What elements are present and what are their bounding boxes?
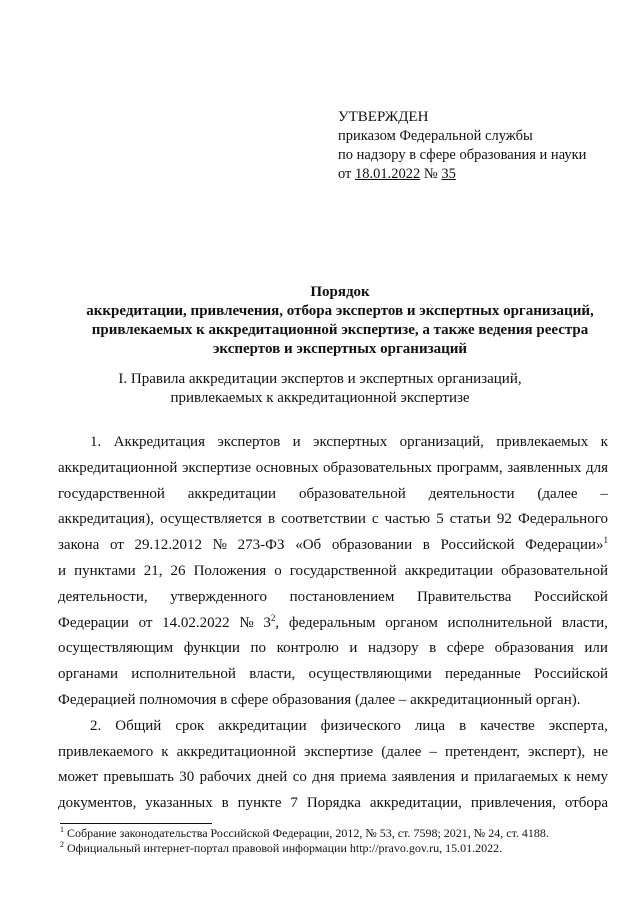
word: соответствии (281, 511, 366, 528)
word: и (58, 562, 67, 579)
word: лица (414, 717, 446, 734)
word: и (460, 769, 469, 786)
p1-line (58, 482, 608, 508)
word: в (221, 795, 229, 812)
word: утвержденного (170, 588, 267, 605)
word: образовательных (323, 459, 432, 476)
word: государственной (58, 485, 165, 502)
document-body (58, 430, 608, 817)
section-heading (60, 370, 580, 408)
p1-line (58, 430, 608, 456)
p2-line (58, 765, 608, 791)
word: 30 (179, 769, 195, 786)
word: осуществляющим (58, 640, 174, 657)
p1-line (58, 636, 608, 662)
approval-date: 18.01.2022 (355, 166, 421, 182)
word: Общий (115, 717, 162, 734)
title-line-4: экспертов и экспертных организаций (212, 341, 468, 357)
word: аккредитации (218, 717, 307, 734)
word: 26 (170, 562, 186, 579)
word: документов, (58, 795, 137, 812)
word: заявления (391, 769, 456, 786)
word: отбора (564, 795, 608, 812)
word: переданные (445, 666, 521, 683)
p1-line (58, 585, 608, 611)
p1-final-text: Федерацией полномочия в сфере образования (далее – аккредитационный орган). (58, 691, 581, 708)
word-with-footnote (525, 533, 608, 559)
word: Российской (534, 666, 608, 683)
p1-line-last (58, 688, 608, 714)
word: осуществляющими (308, 666, 432, 683)
word: рабочих (199, 769, 252, 786)
word: органом (385, 614, 438, 631)
footnote-divider (60, 823, 212, 824)
footnote-ref-1: 1 (603, 535, 608, 546)
title-line-3: привлекаемых к аккредитационной экспертизе, а также ведения реестра (91, 322, 589, 338)
word: дня (312, 769, 335, 786)
word: аккредитация), (58, 511, 154, 528)
word: может (58, 769, 98, 786)
word: 273-ФЗ (237, 537, 285, 554)
word: Правительства (416, 588, 512, 605)
word: власти, (561, 614, 608, 631)
approval-number-sign: № (423, 166, 438, 182)
word: в (267, 511, 276, 528)
word: дней (256, 769, 288, 786)
word: приема (340, 769, 387, 786)
word: прилагаемых (474, 769, 559, 786)
word: аккредитационной (58, 459, 178, 476)
word: Порядка (306, 795, 361, 812)
word: Российской (534, 588, 608, 605)
word: физического (320, 717, 401, 734)
word: экспертов (217, 434, 281, 450)
word: 2. (90, 717, 102, 734)
word: Положения (193, 562, 267, 579)
title-line-1: Порядок (310, 284, 370, 300)
word: закона (58, 537, 100, 554)
word: эксперт), (527, 743, 586, 760)
word: в (429, 640, 437, 657)
p1-line (58, 662, 608, 688)
word: образовательной (501, 562, 608, 579)
p1-line-8 (58, 611, 608, 637)
footnote-1: $^1$ Собрание законодательства Российской Федерации, 2012, № 53, ст. 7598; 2021, № 24, ст. 4188. (60, 825, 549, 840)
p2-line (58, 791, 608, 817)
word: экспертных (313, 434, 388, 450)
word: № (239, 614, 254, 631)
word: 5 (436, 511, 444, 528)
word: эксперта, (548, 717, 608, 734)
word: образования (494, 640, 574, 657)
word: и (349, 640, 358, 657)
word: о (274, 562, 282, 579)
word: 92 (496, 511, 512, 528)
word: с (371, 511, 379, 528)
word: постановлением (289, 588, 395, 605)
word: (далее (381, 743, 422, 760)
word: аккредитации, (369, 795, 462, 812)
section-line-2: привлекаемых к аккредитационной экспертизе (170, 390, 470, 406)
word: от (109, 537, 124, 554)
approval-line-1: приказом Федеральной службы (338, 128, 533, 144)
word: осуществляется (160, 511, 262, 528)
word: Аккредитация (113, 434, 205, 450)
word: срок (175, 717, 205, 734)
word: органами (58, 666, 119, 683)
word: в (459, 717, 467, 734)
word: контролю (276, 640, 339, 657)
word: Федерации (58, 614, 129, 631)
word: качестве (480, 717, 535, 734)
word: Федерального (517, 511, 608, 528)
approval-order-line (338, 165, 586, 184)
word: к (563, 769, 571, 786)
word: исполнительной (447, 614, 553, 631)
p1-line (58, 533, 608, 559)
approval-number: 35 (441, 166, 456, 182)
word: не (593, 743, 608, 760)
word: указанных (145, 795, 213, 812)
document-title (60, 283, 620, 359)
word: Федерации» (525, 537, 604, 554)
approval-prefix: от (338, 166, 352, 182)
footnote-2: $^2$ Официальный интернет-портал правовой информации http://pravo.gov.ru, 15.01.2022. (60, 840, 503, 855)
word: пунктами (74, 562, 136, 579)
word: деятельности (428, 485, 515, 502)
word: надзору (367, 640, 419, 657)
word: для (585, 459, 608, 476)
footnotes (60, 826, 620, 856)
word: программ, (436, 459, 503, 476)
word: экспертизе (304, 743, 374, 760)
word: федеральным (288, 614, 376, 631)
approval-title: УТВЕРЖДЕН (338, 109, 429, 125)
word: образовании (331, 537, 413, 554)
word: и (292, 434, 301, 450)
word: частью (384, 511, 431, 528)
word: (далее (537, 485, 578, 502)
word: нему (576, 769, 608, 786)
p1-line (58, 559, 608, 585)
word: «Об (295, 537, 322, 554)
word: со (292, 769, 307, 786)
word: или (584, 640, 608, 657)
word: привлекаемых (496, 434, 589, 450)
p1-line (58, 507, 608, 533)
word: деятельности, (58, 588, 148, 605)
word: организаций, (399, 434, 484, 450)
word: к (600, 434, 608, 450)
word: привлекаемого (58, 743, 154, 760)
word: 7 (290, 795, 298, 812)
word: исполнительной (131, 666, 236, 683)
word: образовательной (298, 485, 406, 502)
word: по (250, 640, 267, 657)
word: государственной (289, 562, 397, 579)
word: пункте (237, 795, 282, 812)
word: функции (183, 640, 240, 657)
word: 1. (90, 434, 102, 450)
word: аккредитационной (176, 743, 296, 760)
word: власти, (249, 666, 296, 683)
word: основных (255, 459, 319, 476)
word: № (212, 537, 227, 554)
p1-line (58, 456, 608, 482)
word: 29.12.2012 (134, 537, 202, 554)
p2-line (58, 740, 608, 766)
word: 14.02.2022 (162, 614, 230, 631)
word: Российской (440, 537, 515, 554)
word: заявленных (507, 459, 582, 476)
word: в (422, 537, 430, 554)
word: привлечения, (470, 795, 556, 812)
word: сфере (446, 640, 485, 657)
word: к (161, 743, 169, 760)
approval-line-2: по надзору в сфере образования и науки (338, 147, 587, 163)
word: – (600, 485, 608, 502)
word: – (429, 743, 437, 760)
approval-stamp (338, 108, 586, 184)
word: экспертизе (181, 459, 252, 476)
word: от (138, 614, 153, 631)
word: 21, (143, 562, 163, 579)
word: превышать (103, 769, 174, 786)
word: аккредитации (187, 485, 277, 502)
word: аккредитации (404, 562, 494, 579)
word: претендент, (445, 743, 520, 760)
p2-line (58, 714, 608, 740)
footnote-ref-2: $3^2$, (263, 612, 280, 631)
word: статьи (449, 511, 491, 528)
section-line-1: I. Правила аккредитации экспертов и экспертных организаций, (118, 371, 522, 387)
title-line-2: аккредитации, привлечения, отбора экспертов и экспертных организаций, (86, 303, 594, 319)
